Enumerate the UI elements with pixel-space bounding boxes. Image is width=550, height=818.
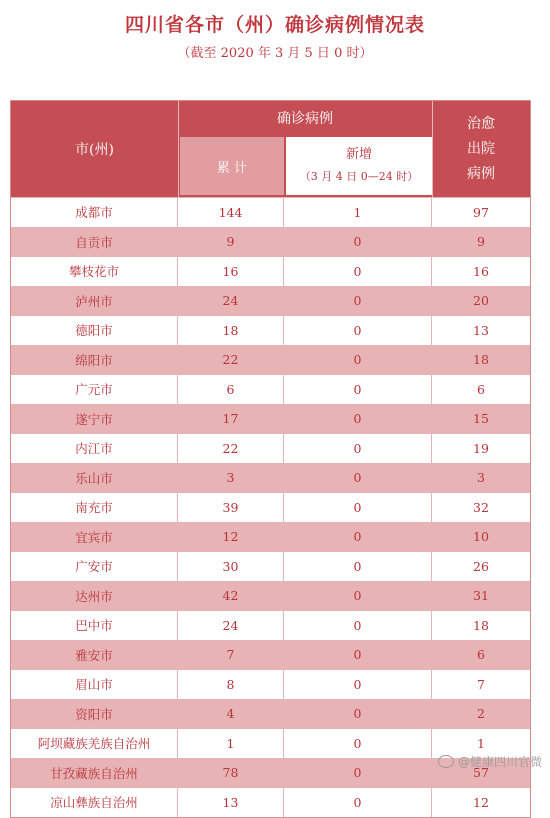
table-row [11, 197, 530, 227]
cell-cured: 13 [473, 322, 489, 338]
cell-cumulative: 17 [178, 405, 284, 434]
cell-cured: 6 [477, 381, 485, 397]
cell-city: 达州市 [11, 582, 178, 611]
cell-new: 0 [284, 552, 432, 581]
cell-city: 广安市 [11, 552, 178, 581]
cell-cured: 9 [477, 234, 485, 250]
cell-cumulative: 42 [178, 582, 284, 611]
header-city: 市(州) [75, 142, 114, 158]
cell-city: 攀枝花市 [11, 257, 178, 286]
table-row [11, 374, 530, 404]
cell-new: 0 [284, 464, 432, 493]
cell-cumulative: 6 [178, 375, 284, 404]
cell-cured: 3 [477, 470, 485, 486]
cell-cumulative: 9 [178, 228, 284, 257]
cell-cumulative: 39 [178, 493, 284, 522]
cell-city: 南充市 [11, 493, 178, 522]
header-cumulative: 累 计 [180, 137, 284, 195]
cell-new: 0 [284, 493, 432, 522]
cell-cured: 19 [473, 440, 489, 456]
cell-cumulative: 144 [178, 198, 284, 227]
header-confirmed: 确诊病例 [277, 111, 333, 127]
cell-city: 宜宾市 [11, 523, 178, 552]
cell-city: 乐山市 [11, 464, 178, 493]
cell-new: 0 [284, 788, 432, 817]
cell-new: 0 [284, 257, 432, 286]
header-cured-line1: 治愈 [467, 115, 495, 132]
watermark-text: @健康四川官微 [457, 755, 542, 769]
cell-cured: 1 [477, 735, 485, 751]
cell-cured: 32 [473, 499, 489, 515]
cell-new: 0 [284, 759, 432, 788]
cell-city: 巴中市 [11, 611, 178, 640]
header-new-period: （3 月 4 日 0—24 时） [299, 170, 419, 183]
cell-cured: 18 [473, 352, 489, 368]
cell-new: 0 [284, 729, 432, 758]
table-row [11, 404, 530, 434]
table-header [11, 101, 530, 197]
header-new-label: 新增 [345, 147, 372, 162]
cell-cumulative: 3 [178, 464, 284, 493]
cell-city: 眉山市 [11, 670, 178, 699]
cell-new: 0 [284, 611, 432, 640]
cell-cured: 97 [473, 204, 489, 220]
cell-new: 0 [284, 641, 432, 670]
weibo-icon [438, 755, 454, 768]
cell-city: 内江市 [11, 434, 178, 463]
cell-cumulative: 22 [178, 434, 284, 463]
cell-cumulative: 24 [178, 611, 284, 640]
cell-cured: 20 [473, 293, 489, 309]
cell-city: 德阳市 [11, 316, 178, 345]
cell-cumulative: 13 [178, 788, 284, 817]
cell-new: 0 [284, 287, 432, 316]
cell-new: 0 [284, 670, 432, 699]
cell-cumulative: 78 [178, 759, 284, 788]
cell-city: 凉山彝族自治州 [11, 788, 178, 817]
cell-cured: 26 [473, 558, 489, 574]
table-row [11, 610, 530, 640]
cell-cured: 10 [473, 529, 489, 545]
page-title: 四川省各市（州）确诊病例情况表 [124, 14, 425, 36]
cell-cured: 6 [477, 647, 485, 663]
cell-city: 绵阳市 [11, 346, 178, 375]
table-row [11, 581, 530, 611]
cell-city: 阿坝藏族羌族自治州 [11, 729, 178, 758]
cell-city: 泸州市 [11, 287, 178, 316]
cell-cured: 57 [473, 765, 489, 781]
cell-new: 0 [284, 375, 432, 404]
page-subtitle: （截至 2020 年 3 月 5 日 0 时） [177, 46, 373, 61]
cell-new: 0 [284, 434, 432, 463]
cell-city: 遂宁市 [11, 405, 178, 434]
header-cured-line2: 出院 [467, 140, 495, 157]
cell-cumulative: 12 [178, 523, 284, 552]
cases-table [10, 100, 531, 818]
header-cured [432, 101, 530, 197]
cell-cumulative: 16 [178, 257, 284, 286]
cell-cured: 15 [473, 411, 489, 427]
cell-cumulative: 30 [178, 552, 284, 581]
cell-cured: 7 [477, 676, 485, 692]
cell-city: 资阳市 [11, 700, 178, 729]
table-row [11, 227, 530, 257]
cell-cured: 2 [477, 706, 485, 722]
header-divider [432, 101, 433, 197]
table-row [11, 463, 530, 493]
cell-city: 广元市 [11, 375, 178, 404]
cell-new: 0 [284, 700, 432, 729]
cell-cumulative: 8 [178, 670, 284, 699]
cell-cured: 12 [473, 794, 489, 810]
cell-new: 0 [284, 405, 432, 434]
cell-new: 0 [284, 316, 432, 345]
cell-city: 雅安市 [11, 641, 178, 670]
table-row [11, 787, 530, 817]
cell-city: 成都市 [11, 198, 178, 227]
table-row [11, 256, 530, 286]
cell-cumulative: 24 [178, 287, 284, 316]
header-new [286, 137, 432, 195]
header-cured-line3: 病例 [467, 165, 495, 182]
cell-cured: 31 [473, 588, 489, 604]
cell-new: 0 [284, 228, 432, 257]
cell-new: 0 [284, 346, 432, 375]
table-row [11, 640, 530, 670]
cell-cured: 16 [473, 263, 489, 279]
cell-cumulative: 4 [178, 700, 284, 729]
cell-cumulative: 7 [178, 641, 284, 670]
cell-new: 0 [284, 582, 432, 611]
cell-new: 0 [284, 523, 432, 552]
cell-cumulative: 1 [178, 729, 284, 758]
table-row [11, 345, 530, 375]
table-row [11, 433, 530, 463]
table-row [11, 492, 530, 522]
cell-cured: 18 [473, 617, 489, 633]
cell-cumulative: 18 [178, 316, 284, 345]
table-body [11, 197, 530, 817]
cell-new: 1 [284, 198, 432, 227]
table-row [11, 286, 530, 316]
table-row [11, 315, 530, 345]
table-row [11, 522, 530, 552]
watermark [438, 753, 542, 770]
header-divider [178, 101, 179, 197]
cell-cumulative: 22 [178, 346, 284, 375]
table-row [11, 669, 530, 699]
table-row [11, 551, 530, 581]
cell-city: 甘孜藏族自治州 [11, 759, 178, 788]
table-row [11, 699, 530, 729]
cell-city: 自贡市 [11, 228, 178, 257]
